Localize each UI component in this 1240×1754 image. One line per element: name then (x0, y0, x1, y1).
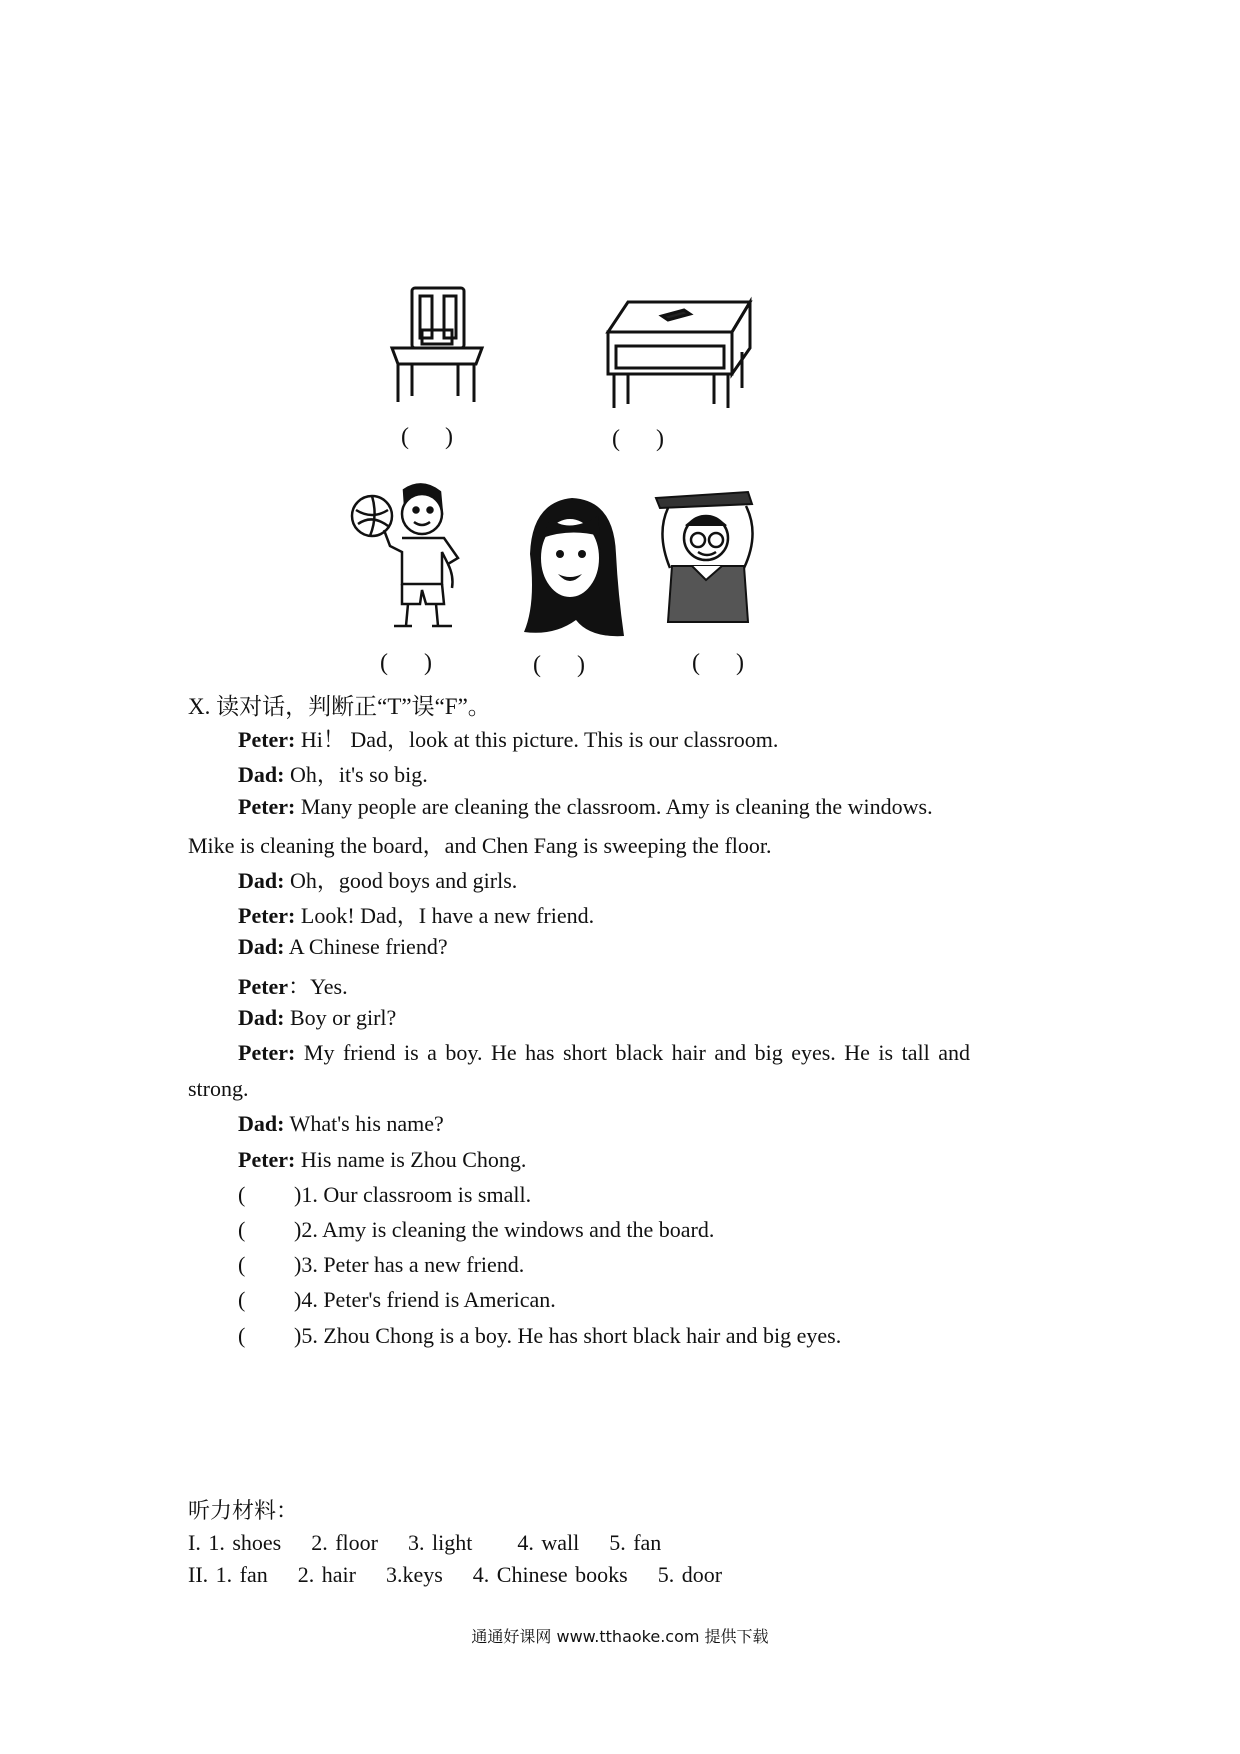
dialogue-line (238, 1005, 396, 1031)
tf-question (238, 1182, 531, 1208)
question-text: )3. Peter has a new friend. (294, 1252, 525, 1277)
listening-title: 听力材料： (188, 1498, 299, 1523)
answer-bracket[interactable]: ( (238, 1182, 246, 1207)
dialogue-line (238, 934, 448, 960)
answer-bracket[interactable]: ( (238, 1217, 246, 1242)
dialogue-line (238, 864, 517, 895)
speaker-label: Dad: (238, 1005, 285, 1030)
boy-with-book-picture (652, 484, 762, 630)
dialogue-line (238, 758, 428, 789)
question-text: )1. Our classroom is small. (294, 1182, 532, 1207)
tf-question (238, 1252, 524, 1278)
question-text: )5. Zhou Chong is a boy. He has short black hair and big eyes. (294, 1323, 842, 1348)
dialogue-text: Look! Dad，I have a new friend. (295, 903, 595, 928)
desk-answer-blank[interactable]: ( ) (612, 426, 664, 452)
dialogue-continuation: strong. (188, 1076, 249, 1101)
answer-bracket[interactable]: ( (238, 1287, 246, 1312)
tf-question (238, 1287, 556, 1313)
section-x-title: X. 读对话，判断正“T”误“F”。 (188, 694, 491, 719)
dialogue-text: Oh，it's so big. (284, 762, 428, 787)
boy-with-book-answer-blank[interactable]: ( ) (692, 650, 744, 676)
boy-with-ball-picture (348, 480, 474, 636)
dialogue-text: What's his name? (284, 1111, 444, 1136)
speaker-label: Peter: (238, 903, 296, 928)
speaker-label: Peter: (238, 1040, 296, 1065)
dialogue-text: ：Yes. (288, 974, 348, 999)
dialogue-text: A Chinese friend? (284, 934, 448, 959)
listening-answers-line: I. 1. shoes 2. floor 3. light 4. wall 5. fan (188, 1530, 662, 1555)
dialogue-text: His name is Zhou Chong. (295, 1147, 527, 1172)
dialogue-continuation: Mike is cleaning the board，and Chen Fang is sweeping the floor. (188, 833, 772, 858)
dialogue-line (238, 723, 778, 754)
chair-answer-blank[interactable]: ( ) (401, 424, 453, 450)
dialogue-text: Oh，good boys and girls. (284, 868, 518, 893)
speaker-label: Dad: (238, 868, 285, 893)
boy-with-ball-answer-blank[interactable]: ( ) (380, 650, 432, 676)
dialogue-text: My friend is a boy. He has short black hair and big eyes. He is tall and (295, 1040, 970, 1065)
girl-long-hair-picture (520, 494, 626, 640)
speaker-label: Dad: (238, 762, 285, 787)
speaker-label: Dad: (238, 934, 285, 959)
speaker-label: Peter: (238, 727, 296, 752)
speaker-label: Peter: (238, 794, 296, 819)
page-footer: 通通好课网 www.tthaoke.com 提供下载 (471, 1627, 769, 1646)
dialogue-text: Many people are cleaning the classroom. Amy is cleaning the windows. (295, 794, 933, 819)
listening-answers-line: II. 1. fan 2. hair 3.keys 4. Chinese books 5. door (188, 1562, 723, 1587)
chair-picture (388, 284, 486, 406)
answer-bracket[interactable]: ( (238, 1252, 246, 1277)
girl-answer-blank[interactable]: ( ) (533, 652, 585, 678)
speaker-label: Peter: (238, 1147, 296, 1172)
tf-question (238, 1217, 714, 1243)
dialogue-text: Boy or girl? (284, 1005, 397, 1030)
speaker-label: Dad: (238, 1111, 285, 1136)
dialogue-line (238, 899, 594, 930)
question-text: )2. Amy is cleaning the windows and the board. (294, 1217, 715, 1242)
dialogue-line (238, 1147, 526, 1173)
dialogue-line (238, 794, 933, 820)
answer-bracket[interactable]: ( (238, 1323, 246, 1348)
dialogue-text: Hi！ Dad，look at this picture. This is our classroom. (295, 727, 779, 752)
speaker-label: Peter (238, 974, 289, 999)
tf-question (238, 1323, 841, 1349)
question-text: )4. Peter's friend is American. (294, 1287, 556, 1312)
dialogue-line (238, 970, 348, 1001)
dialogue-line (238, 1040, 970, 1066)
dialogue-line (238, 1111, 444, 1137)
desk-picture (602, 296, 756, 412)
